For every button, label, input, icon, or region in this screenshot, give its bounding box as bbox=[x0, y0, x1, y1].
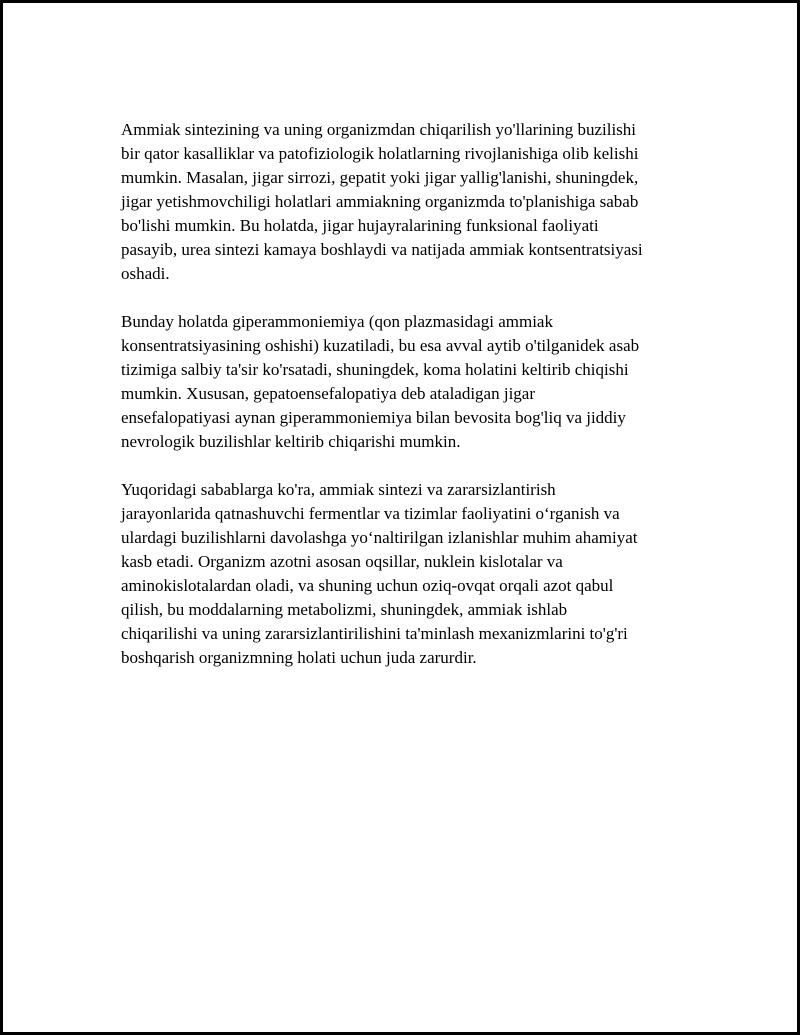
paragraph-1: Ammiak sintezining va uning organizmdan chiqarilish yo'llarining buzilishi bir qator kasalliklar va patofiziologik holatlarning rivojlanishiga olib kelishi mumkin. Masalan, jigar sirrozi, gepatit yoki jigar yallig'lanishi, shuningdek, jigar yetishmovchiligi holatlari ammiakning organizmda to'planishiga sabab bo'lishi mumkin. Bu holatda, jigar hujayralarining funksional faoliyati pasayib, urea sintezi kamaya boshlaydi va natijada ammiak kontsentratsiyasi oshadi. bbox=[121, 120, 643, 283]
paragraph-2: Bunday holatda giperammoniemiya (qon plazmasidagi ammiak konsentratsiyasining oshishi) kuzatiladi, bu esa avval aytib o'tilganidek asab tizimiga salbiy ta'sir ko'rsatadi, shuningdek, koma holatini keltirib chiqishi mumkin. Xususan, gepatoensefalopatiya deb ataladigan jigar ensefalopatiyasi aynan giperammoniemiya bilan bevosita bog'liq va jiddiy nevrologik buzilishlar keltirib chiqarishi mumkin. bbox=[121, 312, 640, 451]
paragraph-3: Yuqoridagi sabablarga ko'ra, ammiak sintezi va zararsizlantirish jarayonlarida qatnashuvchi fermentlar va tizimlar faoliyatini o‘rganish va ulardagi buzilishlarni davolashga yo‘naltirilgan izlanishlar muhim ahamiyat kasb etadi. Organizm azotni asosan oqsillar, nuklein kislotalar va aminokislotalardan oladi, va shuning uchun oziq-ovqat orqali azot qabul qilish, bu moddalarning metabolizmi, shuningdek, ammiak ishlab chiqarilishi va uning zararsizlantirilishini ta'minlash mexanizmlarini to'g'ri boshqarish organizmning holati uchun juda zarurdir. bbox=[121, 480, 638, 667]
document-body bbox=[121, 118, 693, 694]
